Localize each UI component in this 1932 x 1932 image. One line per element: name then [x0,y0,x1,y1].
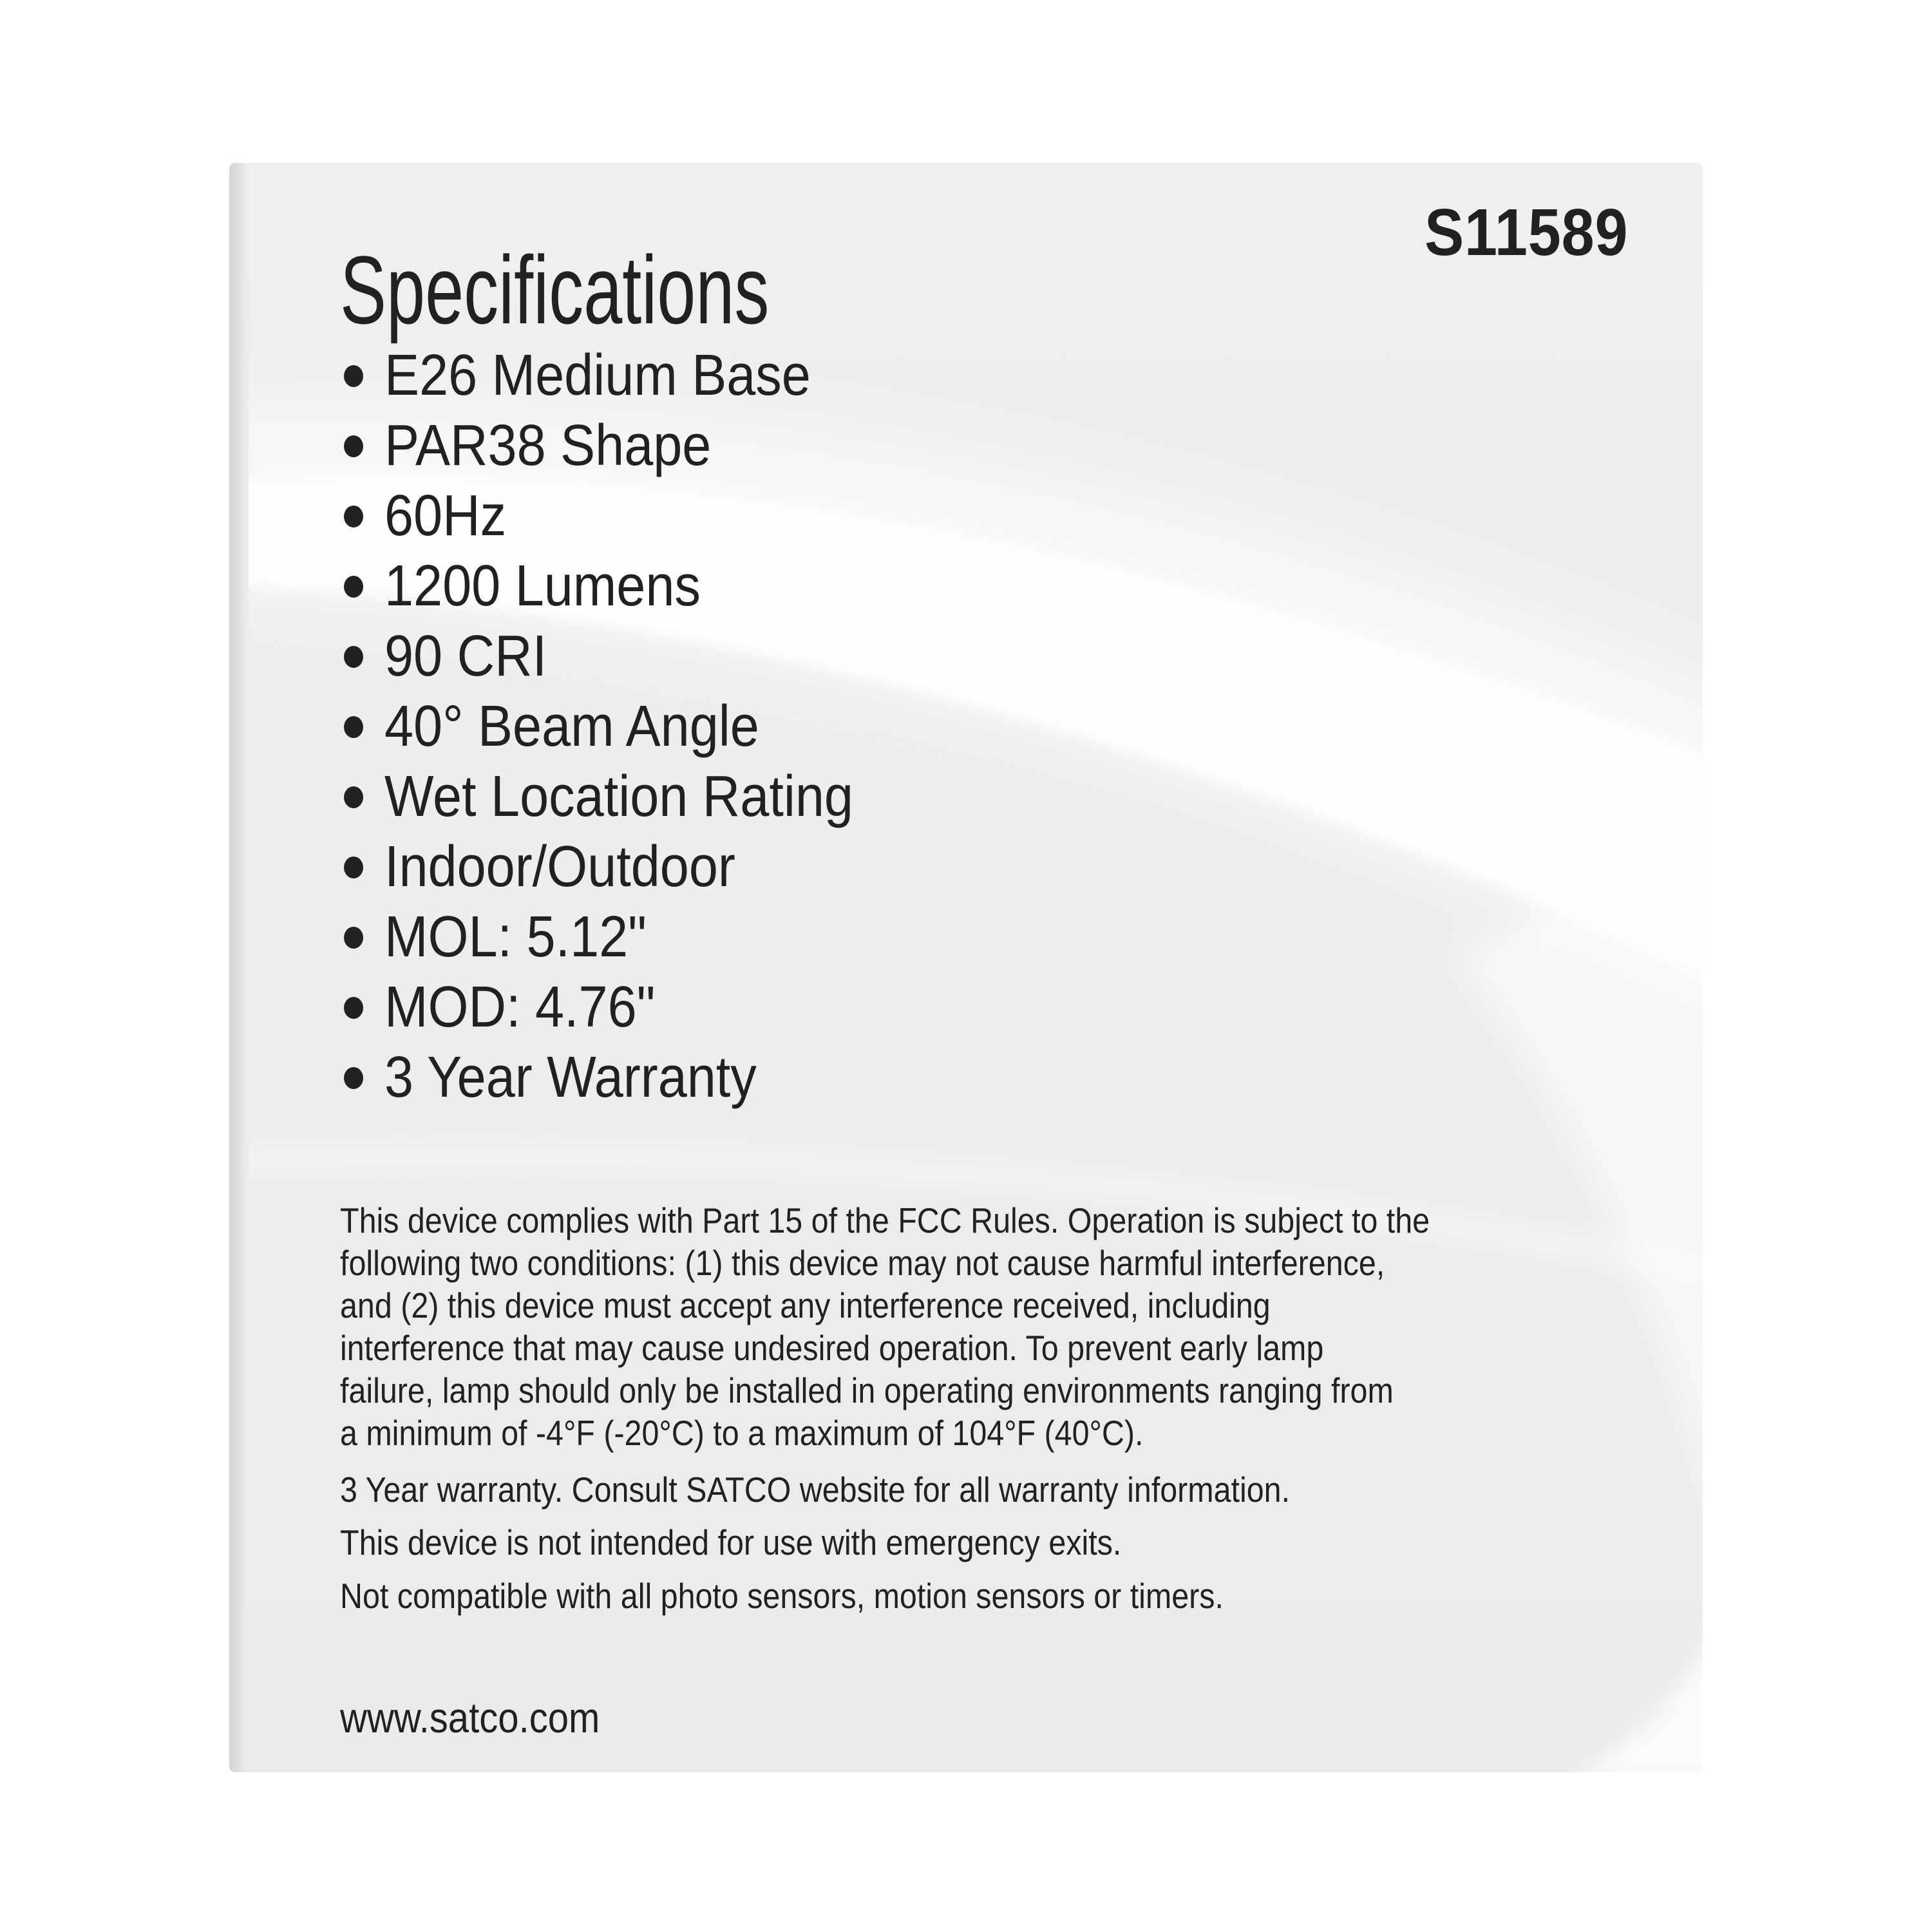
bullet-icon [344,997,363,1019]
list-item-label: 3 Year Warranty [384,1045,757,1110]
list-item [344,762,905,832]
list-item [344,1043,905,1113]
warranty-notice: 3 Year warranty. Consult SATCO website for all warranty information. [340,1470,1291,1510]
compatibility-notice: Not compatible with all photo sensors, motion sensors or timers. [340,1576,1224,1616]
fcc-line: and (2) this device must accept any interference received, including [340,1285,1271,1325]
fcc-line: This device complies with Part 15 of the FCC Rules. Operation is subject to the [340,1200,1430,1240]
list-item-label: Indoor/Outdoor [384,835,735,899]
website-text: www.satco.com [340,1694,600,1741]
page-title [340,236,936,344]
list-item-label: MOL: 5.12" [384,905,647,969]
fcc-line: failure, lamp should only be installed in operating environments ranging from [340,1370,1394,1410]
emergency-exit-notice: This device is not intended for use with emergency exits. [340,1522,1122,1562]
list-item [344,972,905,1043]
bullet-icon [344,786,363,808]
list-item [344,551,905,621]
bullet-icon [344,646,363,668]
list-item [344,621,905,692]
list-item-label: 1200 Lumens [384,554,701,618]
bullet-icon [344,716,363,738]
bullet-icon [344,435,363,457]
list-item [344,832,905,902]
list-item-label: Wet Location Rating [384,764,853,829]
card-content [229,163,1703,1772]
product-code-text: S11589 [1425,195,1629,269]
bullet-icon [344,857,363,878]
list-item-label: 90 CRI [384,624,547,688]
fcc-line: interference that may cause undesired operation. To prevent early lamp [340,1328,1324,1368]
list-item [344,411,905,481]
list-item [344,481,905,551]
spec-sheet-card [229,163,1703,1772]
page-title-text: Specifications [340,236,770,344]
bullet-icon [344,506,363,527]
list-item-label: E26 Medium Base [384,343,811,408]
fcc-line: following two conditions: (1) this device may not cause harmful interference, [340,1243,1385,1283]
product-code [1425,195,1653,269]
list-item [344,341,905,411]
bullet-icon [344,576,363,598]
list-item-label: PAR38 Shape [384,413,712,478]
bullet-icon [344,1067,363,1089]
fcc-notice [340,1199,1578,1454]
specs-list [344,341,905,1113]
list-item-label: 40° Beam Angle [384,694,759,759]
list-item-label: MOD: 4.76" [384,975,656,1039]
bullet-icon [344,365,363,387]
list-item [344,692,905,762]
fcc-line: a minimum of -4°F (-20°C) to a maximum of 104°F (40°C). [340,1413,1144,1453]
list-item-label: 60Hz [384,484,507,548]
list-item [344,902,905,972]
bullet-icon [344,927,363,949]
